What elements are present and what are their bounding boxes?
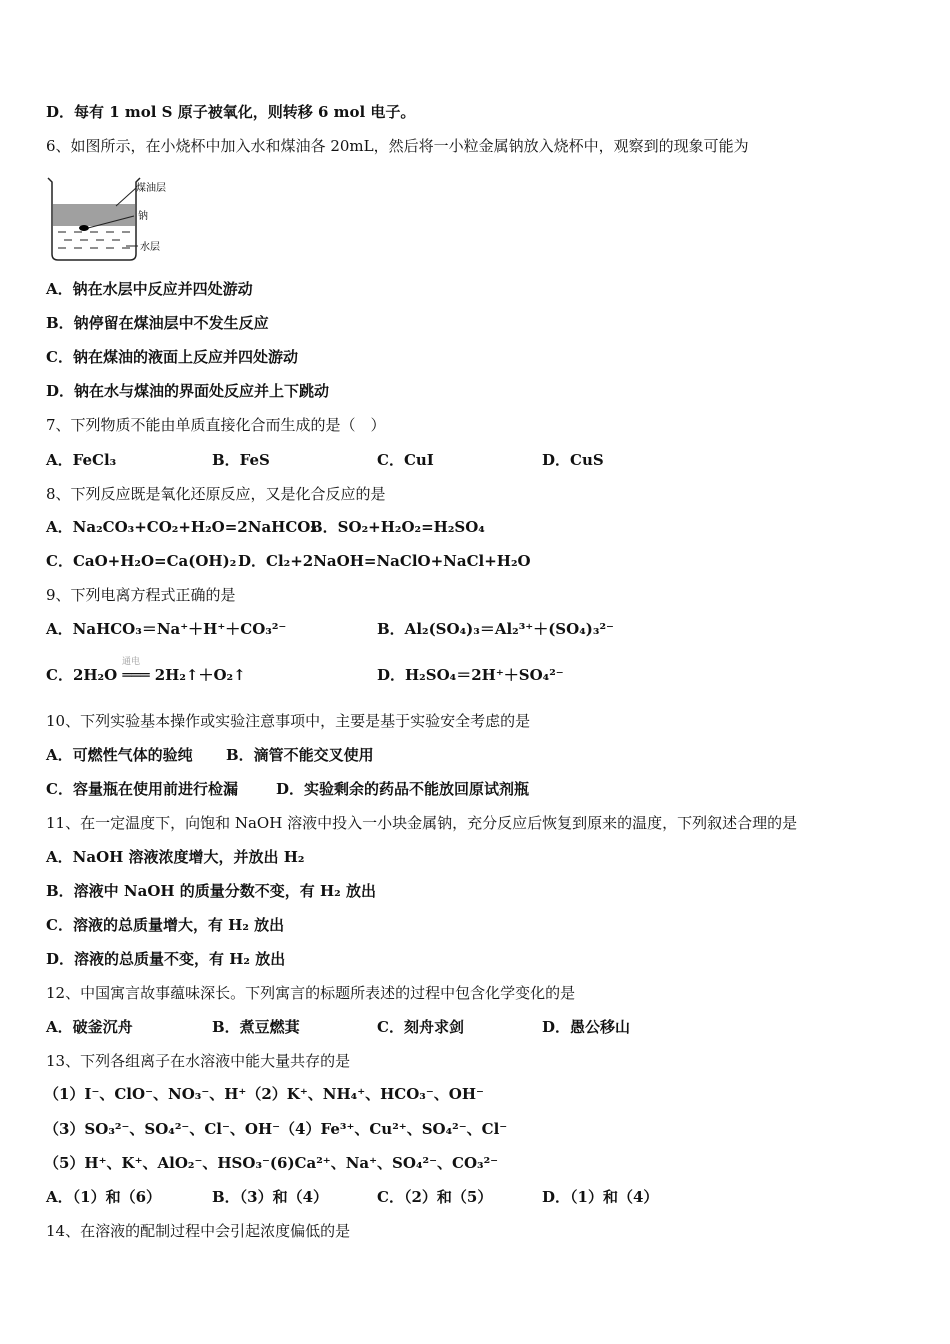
q8-option-a: A．Na₂CO₃+CO₂+H₂O=2NaHCO₃: [46, 518, 317, 536]
q11-stem: 11、在一定温度下，向饱和 NaOH 溶液中投入一小块金属钠，充分反应后恢复到原来的温度，下列叙述合理的是: [46, 814, 798, 832]
q8-option-b: B．SO₂+H₂O₂=H₂SO₄: [310, 518, 485, 536]
q12-stem: 12、中国寓言故事蕴味深长。下列寓言的标题所表述的过程中包含化学变化的是: [46, 984, 576, 1002]
q11-option-b: B．溶液中 NaOH 的质量分数不变，有 H₂ 放出: [46, 882, 376, 900]
label-water: 水层: [140, 242, 160, 253]
q11-option-a: A．NaOH 溶液浓度增大，并放出 H₂: [46, 848, 305, 866]
q11-option-d: D．溶液的总质量不变，有 H₂ 放出: [46, 950, 286, 968]
q10-option-b: B．滴管不能交叉使用: [226, 746, 374, 764]
q6-option-b: B．钠停留在煤油层中不发生反应: [46, 314, 269, 332]
q8-option-c: C．CaO+H₂O=Ca(OH)₂: [46, 552, 237, 570]
q7-option-c: C．CuI: [377, 451, 434, 469]
q13-option-d: D．（1）和（4）: [542, 1188, 659, 1206]
q13-option-a: A．（1）和（6）: [46, 1188, 162, 1206]
q9-option-b: B．Al₂(SO₄)₃＝Al₂³⁺＋(SO₄)₃²⁻: [377, 620, 614, 638]
q7-option-a: A．FeCl₃: [46, 451, 117, 469]
q6-option-d: D．钠在水与煤油的界面处反应并上下跳动: [46, 382, 330, 400]
q10-stem: 10、下列实验基本操作或实验注意事项中，主要是基于实验安全考虑的是: [46, 712, 531, 730]
q13-group-line: （3）SO₃²⁻、SO₄²⁻、Cl⁻、OH⁻（4）Fe³⁺、Cu²⁺、SO₄²⁻、Cl⁻: [44, 1120, 508, 1138]
q11-option-c: C．溶液的总质量增大，有 H₂ 放出: [46, 916, 285, 934]
q9-condition-label: 通电: [122, 657, 141, 667]
q12-option-a: A．破釜沉舟: [46, 1018, 133, 1036]
q12-option-d: D．愚公移山: [542, 1018, 631, 1036]
label-sodium: 钠: [138, 211, 148, 222]
q10-option-c: C．容量瓶在使用前进行检漏: [46, 780, 238, 798]
label-kerosene: 煤油层: [136, 183, 166, 194]
q9-option-c: C．2H₂O ═══ 2H₂↑＋O₂↑: [46, 666, 246, 684]
q13-option-c: C．（2）和（5）: [377, 1188, 493, 1206]
q10-option-a: A．可燃性气体的验纯: [46, 746, 193, 764]
q6-option-c: C．钠在煤油的液面上反应并四处游动: [46, 348, 298, 366]
q6-option-a: A．钠在水层中反应并四处游动: [46, 280, 253, 298]
q7-option-d: D．CuS: [542, 451, 604, 469]
q8-option-d: D．Cl₂+2NaOH=NaClO+NaCl+H₂O: [238, 552, 531, 570]
q13-group-line: （5）H⁺、K⁺、AlO₂⁻、HSO₃⁻(6)Ca²⁺、Na⁺、SO₄²⁻、CO₃²⁻: [44, 1154, 499, 1172]
q13-option-b: B．（3）和（4）: [212, 1188, 329, 1206]
q6-stem: 6、如图所示，在小烧杯中加入水和煤油各 20mL，然后将一小粒金属钠放入烧杯中，观察到的现象可能为: [46, 137, 749, 155]
q9-stem: 9、下列电离方程式正确的是: [46, 586, 236, 604]
q12-option-c: C．刻舟求剑: [377, 1018, 464, 1036]
q12-option-b: B．煮豆燃萁: [212, 1018, 300, 1036]
q9-option-d: D．H₂SO₄＝2H⁺＋SO₄²⁻: [377, 666, 564, 684]
q9-option-a: A．NaHCO₃＝Na⁺＋H⁺＋CO₃²⁻: [46, 620, 287, 638]
beaker-figure: [46, 174, 176, 262]
q5-option-d: D．每有 1 mol S 原子被氧化，则转移 6 mol 电子。: [46, 103, 416, 121]
q8-stem: 8、下列反应既是氧化还原反应，又是化合反应的是: [46, 485, 386, 503]
q13-group-line: （1）I⁻、ClO⁻、NO₃⁻、H⁺（2）K⁺、NH₄⁺、HCO₃⁻、OH⁻: [44, 1085, 484, 1103]
q14-stem: 14、在溶液的配制过程中会引起浓度偏低的是: [46, 1222, 351, 1240]
q13-stem: 13、下列各组离子在水溶液中能大量共存的是: [46, 1052, 351, 1070]
q7-stem: 7、下列物质不能由单质直接化合而生成的是（ ）: [46, 416, 386, 434]
q7-option-b: B．FeS: [212, 451, 270, 469]
q10-option-d: D．实验剩余的药品不能放回原试剂瓶: [276, 780, 530, 798]
